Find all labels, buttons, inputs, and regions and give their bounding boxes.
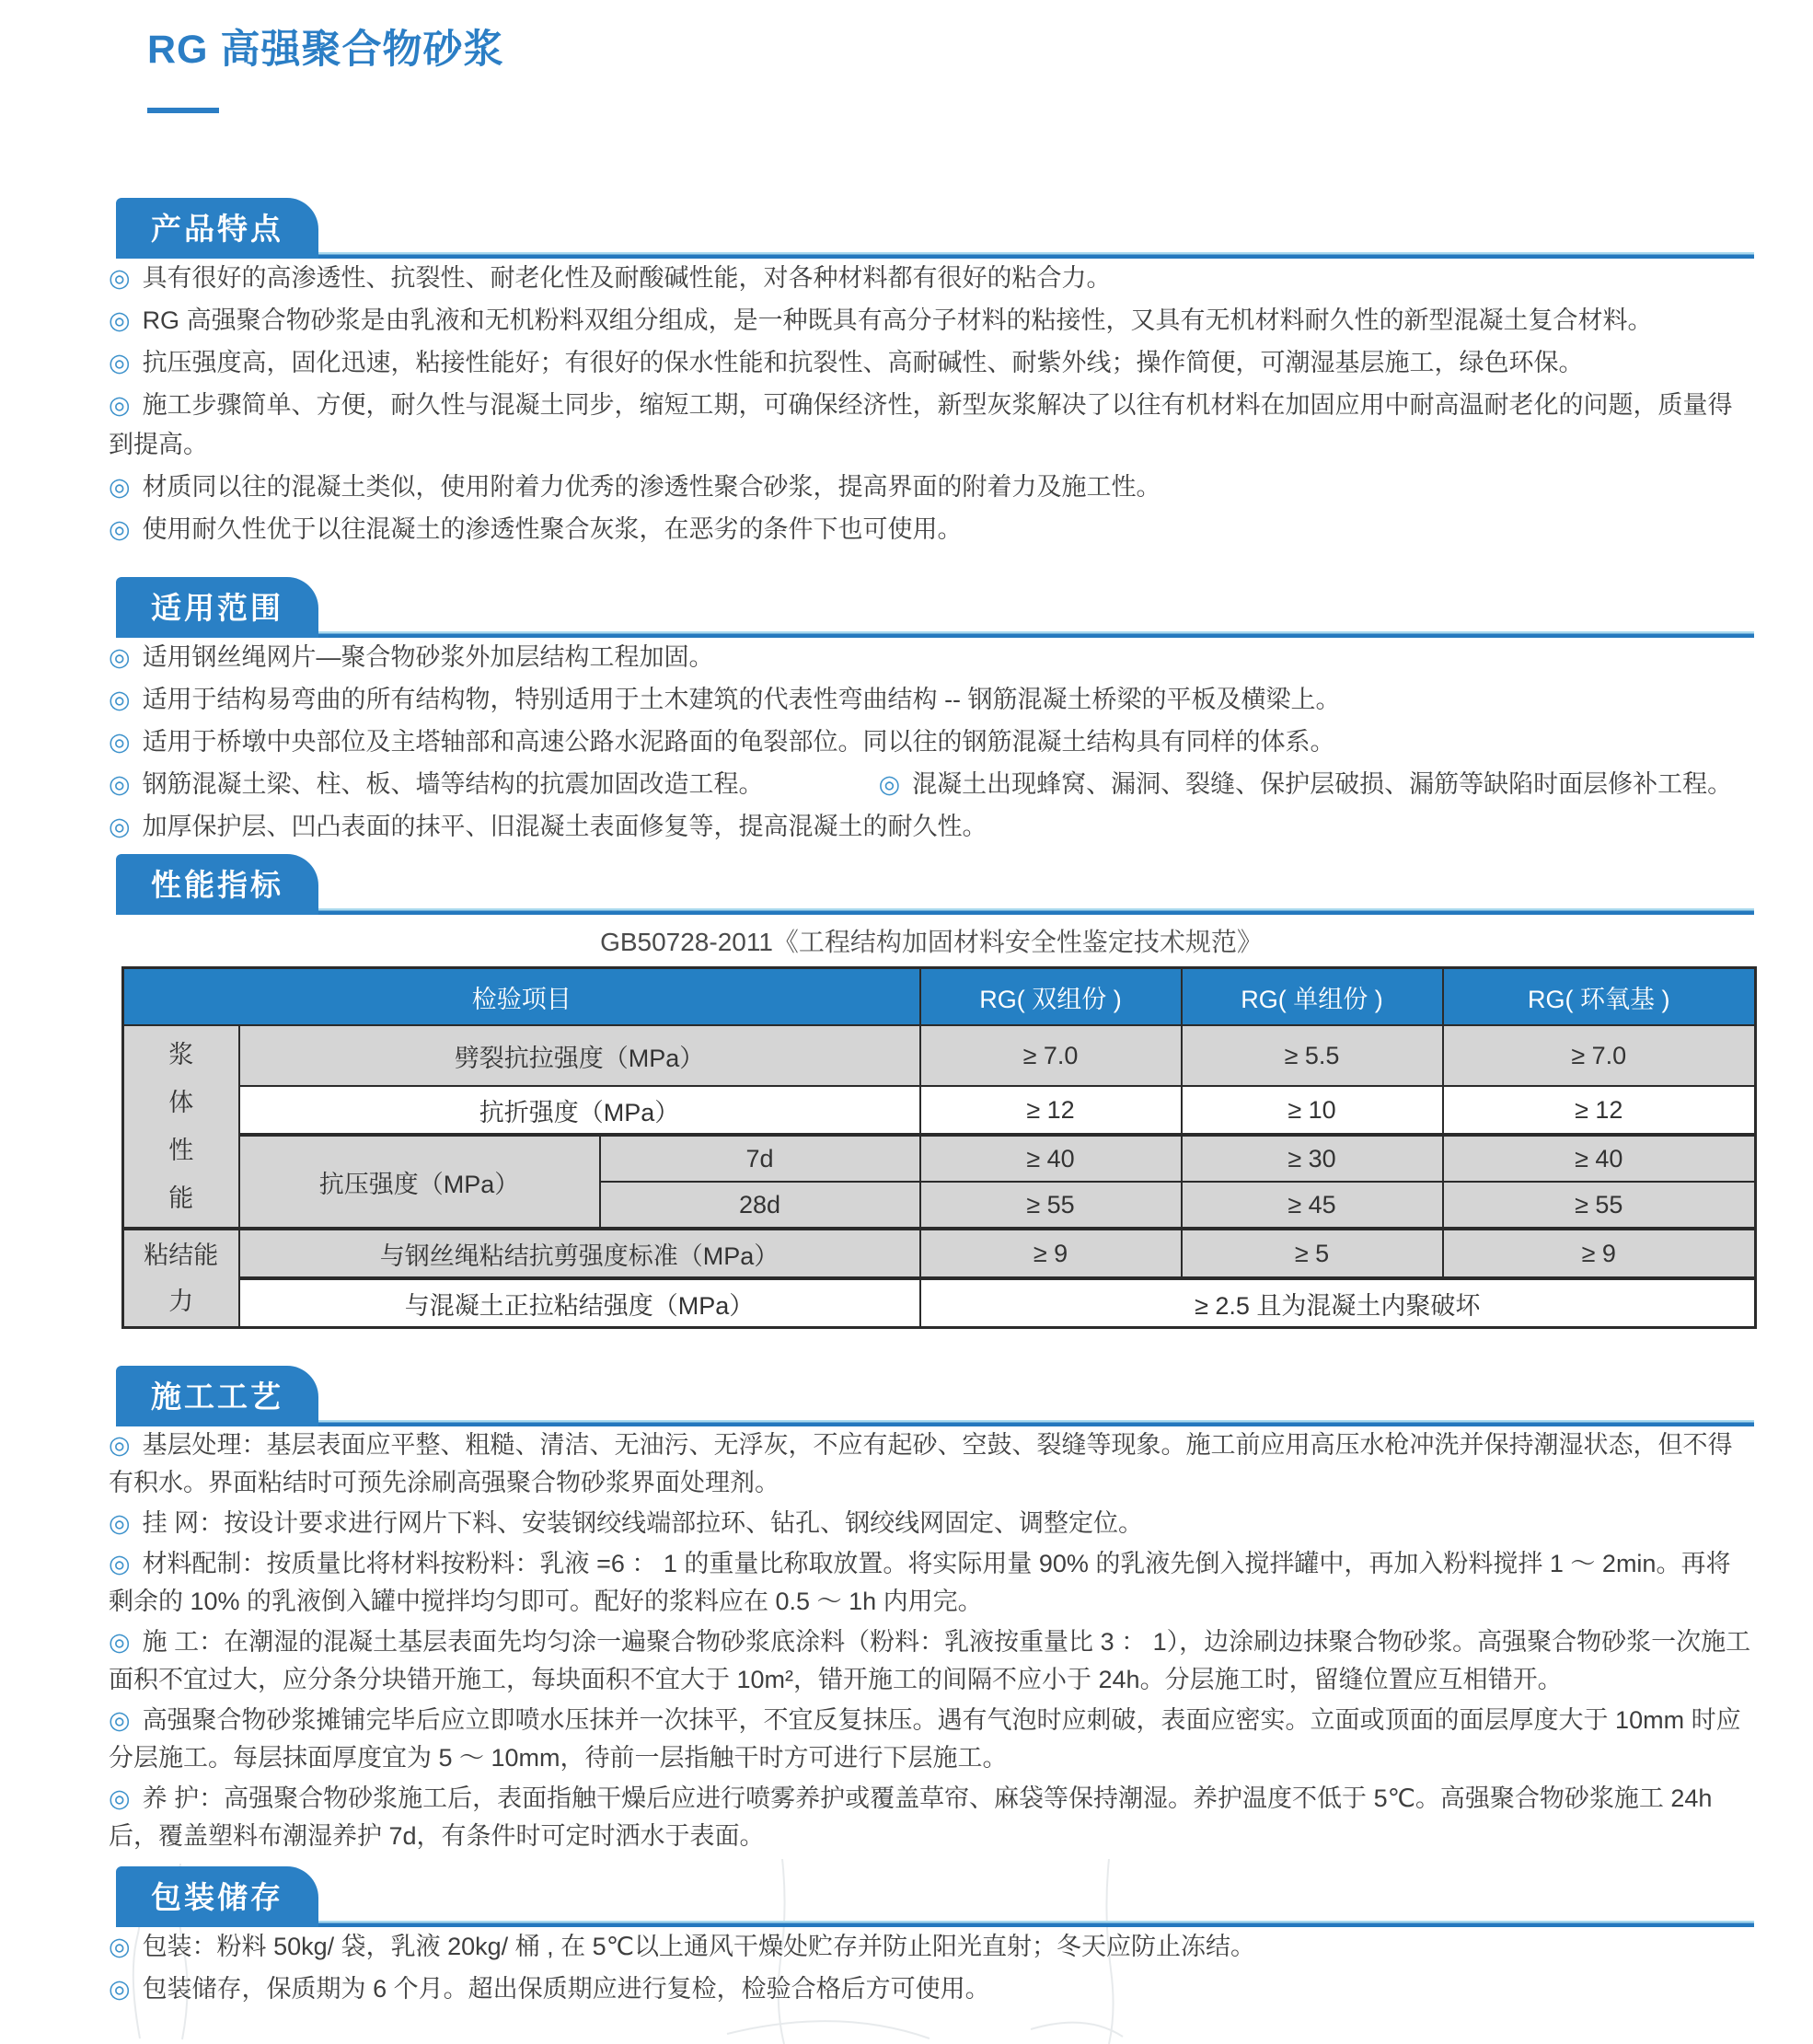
list-item-pair — [109, 765, 1754, 804]
item-cell: 与混凝土正拉粘结强度（MPa） — [239, 1278, 920, 1328]
bullet-text: 具有很好的高渗透性、抗裂性、耐老化性及耐酸碱性能，对各种材料都有很好的粘合力。 — [142, 264, 1112, 292]
header-cell-rg1: RG( 单组份 ) — [1182, 968, 1443, 1026]
section-header-process — [109, 1366, 1754, 1426]
bullet-text: 适用于桥墩中央部位及主塔轴部和高速公路水泥路面的龟裂部位。同以往的钢筋混凝土结构具有同样的体系。 — [142, 728, 1335, 756]
value-cell: ≥ 40 — [1443, 1135, 1756, 1182]
bullet-icon: ◎ — [109, 306, 131, 334]
value-cell: ≥ 45 — [1182, 1182, 1443, 1229]
list-item — [109, 680, 1754, 720]
section-rule — [116, 908, 1754, 915]
section-header-scope — [109, 577, 1754, 638]
bullet-text: 基层处理：基层表面应平整、粗糙、清洁、无油污、无浮灰，不应有起砂、空鼓、裂缝等现象。施工前应用高压水枪冲洗并保持潮湿状态，但不得有积水。界面粘结时可预先涂刷高强聚合物砂浆界面处理剂。 — [109, 1431, 1733, 1496]
list-item — [109, 1426, 1754, 1502]
bullet-text: 包装储存，保质期为 6 个月。超出保质期应进行复检，检验合格后方可使用。 — [142, 1975, 990, 2003]
bullet-text: 加厚保护层、凹凸表面的抹平、旧混凝土表面修复等，提高混凝土的耐久性。 — [142, 813, 987, 840]
bullet-icon: ◎ — [109, 349, 131, 376]
features-list — [109, 259, 1754, 549]
list-item — [109, 722, 1754, 762]
item-cell: 与钢丝绳粘结抗剪强度标准（MPa） — [239, 1229, 920, 1278]
bullet-text: 适用钢丝绳网片—聚合物砂浆外加层结构工程加固。 — [142, 643, 714, 671]
bullet-text: 施工步骤简单、方便，耐久性与混凝土同步，缩短工期，可确保经济性，新型灰浆解决了以往有机材料在加固应用中耐高温耐老化的问题，质量得到提高。 — [109, 391, 1733, 458]
header-cell-rg2: RG( 双组份 ) — [920, 968, 1182, 1026]
bullet-text: 抗压强度高，固化迅速，粘接性能好；有很好的保水性能和抗裂性、高耐碱性、耐紫外线；操作简便，可潮湿基层施工，绿色环保。 — [142, 349, 1584, 376]
list-item — [109, 259, 1754, 298]
table-row — [123, 1025, 1756, 1086]
standard-caption: GB50728-2011《工程结构加固材料安全性鉴定技术规范》 — [600, 928, 1263, 956]
page-title: RG 高强聚合物砂浆 — [147, 28, 504, 72]
section-header-packaging — [109, 1866, 1754, 1927]
sub-cell: 7d — [600, 1135, 920, 1182]
section-rule — [116, 631, 1754, 638]
packaging-list — [109, 1927, 1754, 2009]
value-cell: ≥ 12 — [1443, 1086, 1756, 1135]
performance-table — [121, 966, 1757, 1329]
value-cell-wide: ≥ 2.5 且为混凝土内聚破坏 — [920, 1278, 1756, 1328]
table-row — [123, 1229, 1756, 1278]
title-underline — [147, 108, 219, 113]
value-cell: ≥ 7.0 — [1443, 1025, 1756, 1086]
bullet-icon: ◎ — [109, 473, 131, 501]
value-cell: ≥ 55 — [920, 1182, 1182, 1229]
value-cell: ≥ 9 — [1443, 1229, 1756, 1278]
bullet-text: 养 护：高强聚合物砂浆施工后，表面指触干燥后应进行喷雾养护或覆盖草帘、麻袋等保持潮湿。养护温度不低于 5℃。高强聚合物砂浆施工 24h 后，覆盖塑料布潮湿养护 7d，有条件时可定时洒水于表面。 — [109, 1784, 1713, 1850]
bullet-icon: ◎ — [878, 770, 901, 798]
bullet-text: 挂 网：按设计要求进行网片下料、安装钢绞线端部拉环、钻孔、钢绞线网固定、调整定位。 — [142, 1509, 1144, 1537]
list-item — [109, 1505, 1754, 1542]
header-cell-item: 检验项目 — [123, 968, 920, 1026]
bullet-text: 材质同以往的混凝土类似，使用附着力优秀的渗透性聚合砂浆，提高界面的附着力及施工性。 — [142, 473, 1161, 501]
table-row — [123, 1086, 1756, 1135]
sub-cell: 28d — [600, 1182, 920, 1229]
process-list — [109, 1426, 1754, 1855]
bullet-icon: ◎ — [109, 515, 131, 543]
value-cell: ≥ 9 — [920, 1229, 1182, 1278]
value-cell: ≥ 12 — [920, 1086, 1182, 1135]
list-item — [109, 343, 1754, 383]
bullet-text: 适用于结构易弯曲的所有结构物，特别适用于土木建筑的代表性弯曲结构 -- 钢筋混凝土桥梁的平板及横梁上。 — [142, 686, 1341, 713]
table-header-row — [123, 968, 1756, 1026]
bullet-text: RG 高强聚合物砂浆是由乳液和无机粉料双组分组成，是一种既具有高分子材料的粘接性，又具有无机材料耐久性的新型混凝土复合材料。 — [142, 306, 1653, 334]
bullet-icon: ◎ — [109, 1784, 131, 1812]
bullet-icon: ◎ — [109, 643, 131, 671]
bullet-text: 施 工：在潮湿的混凝土基层表面先均匀涂一遍聚合物砂浆底涂料（粉料：乳液按重量比 3 ： 1），边涂刷边抹聚合物砂浆。高强聚合物砂浆一次施工面积不宜过大，应分条分块错开施工，每块面积不宜大于 10m²，错开施工的间隔不应小于 24h。分层施工时，留缝位置应互相错开。 — [109, 1628, 1751, 1693]
bullet-text: 混凝土出现蜂窝、漏洞、裂缝、保护层破损、漏筋等缺陷时面层修补工程。 — [912, 770, 1733, 798]
value-cell: ≥ 55 — [1443, 1182, 1756, 1229]
bullet-icon: ◎ — [109, 686, 131, 713]
bullet-icon: ◎ — [109, 1509, 131, 1537]
section-badge-features: 产品特点 — [116, 198, 318, 259]
section-badge-process: 施工工艺 — [116, 1366, 318, 1426]
scope-list — [109, 638, 1754, 847]
list-item — [109, 1545, 1754, 1621]
item-cell: 抗折强度（MPa） — [239, 1086, 920, 1135]
section-rule — [116, 252, 1754, 259]
list-item — [109, 1623, 1754, 1699]
header-cell-rge: RG( 环氧基 ) — [1443, 968, 1756, 1026]
bullet-icon: ◎ — [109, 728, 131, 756]
value-cell: ≥ 40 — [920, 1135, 1182, 1182]
bullet-icon: ◎ — [109, 1628, 131, 1656]
list-item — [109, 386, 1754, 465]
bullet-text: 高强聚合物砂浆摊铺完毕后应立即喷水压抹并一次抹平，不宜反复抹压。遇有气泡时应刺破，表面应密实。立面或顶面的面层厚度大于 10mm 时应分层施工。每层抹面厚度宜为 5 ～ 10mm，待前一层指触干时方可进行下层施工。 — [109, 1706, 1741, 1772]
bullet-text: 包装：粉料 50kg/ 袋，乳液 20kg/ 桶 , 在 5℃以上通风干燥处贮存并防止阳光直射；冬天应防止冻结。 — [142, 1933, 1256, 1960]
list-item — [109, 807, 1754, 847]
section-badge-performance: 性能指标 — [116, 854, 318, 915]
list-item — [109, 1969, 1754, 2009]
bullet-text: 钢筋混凝土梁、柱、板、墙等结构的抗震加固改造工程。 — [142, 770, 764, 798]
item-cell: 劈裂抗拉强度（MPa） — [239, 1025, 920, 1086]
bullet-icon: ◎ — [109, 770, 131, 798]
section-header-performance — [109, 854, 1754, 915]
list-item — [109, 1927, 1754, 1967]
list-item — [109, 468, 1754, 507]
list-item — [109, 1702, 1754, 1777]
bullet-text: 材料配制：按质量比将材料按粉料：乳液 =6 ： 1 的重量比称取放置。将实际用量 90% 的乳液先倒入搅拌罐中，再加入粉料搅拌 1 ～ 2min。再将剩余的 10% 的乳液倒入罐中搅拌均匀即可。配好的浆料应在 0.5 ～ 1h 内用完。 — [109, 1550, 1731, 1615]
bullet-icon: ◎ — [109, 264, 131, 292]
bullet-icon: ◎ — [109, 1975, 131, 2003]
bullet-icon: ◎ — [109, 813, 131, 840]
value-cell: ≥ 10 — [1182, 1086, 1443, 1135]
bullet-text: 使用耐久性优于以往混凝土的渗透性聚合灰浆，在恶劣的条件下也可使用。 — [142, 515, 963, 543]
table-row — [123, 1135, 1756, 1182]
section-rule — [116, 1420, 1754, 1426]
section-header-features — [109, 198, 1754, 259]
bullet-icon: ◎ — [109, 1431, 131, 1459]
group-label-slurry: 浆体性能 — [123, 1025, 239, 1229]
list-item — [109, 510, 1754, 549]
item-cell: 抗压强度（MPa） — [239, 1135, 600, 1229]
bullet-icon: ◎ — [109, 1933, 131, 1960]
table-row — [123, 1278, 1756, 1328]
list-item — [109, 301, 1754, 341]
bullet-icon: ◎ — [109, 391, 131, 419]
group-label-bond: 粘结能力 — [123, 1229, 239, 1328]
section-rule — [116, 1921, 1754, 1927]
list-item — [109, 638, 1754, 677]
list-item — [109, 1780, 1754, 1855]
value-cell: ≥ 5.5 — [1182, 1025, 1443, 1086]
section-badge-packaging: 包装储存 — [116, 1866, 318, 1927]
section-badge-scope: 适用范围 — [116, 577, 318, 638]
bullet-icon: ◎ — [109, 1550, 131, 1577]
value-cell: ≥ 5 — [1182, 1229, 1443, 1278]
value-cell: ≥ 7.0 — [920, 1025, 1182, 1086]
bullet-icon: ◎ — [109, 1706, 131, 1734]
value-cell: ≥ 30 — [1182, 1135, 1443, 1182]
